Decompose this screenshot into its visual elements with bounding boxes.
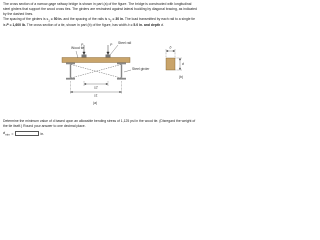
tie-leader: [76, 51, 78, 58]
girder-label: Steel girder: [132, 67, 150, 71]
load-label-right: P: [110, 43, 113, 47]
dimension-d-label: d: [182, 62, 184, 66]
rail-right: [106, 55, 111, 58]
part-a-label: (a): [93, 101, 98, 105]
problem-page: [0, 0, 200, 140]
answer-equals: =: [11, 131, 14, 136]
dimension-b: [166, 49, 175, 58]
dimension-s1-label: s1: [94, 93, 98, 98]
load-arrow-right: [107, 45, 109, 55]
rail-label: Steel rail: [118, 41, 132, 45]
diagonal-bracing: [71, 65, 121, 79]
problem-statement: The cross section of a narrow-gage railway bridge is shown in part (a) of the figure. The bridge is constructed with longitudinal steel girders that support the wood cross ties. The girders are restrained against lateral buckling by diagonal bracing, as indicated by the dashed lines. The spacing of the girders is $s_1 = 50$ in. and the spacing of the rails is $s_2 = 30$ in. The load transmitted by each rail to a single tie is P = 1,600 lb. The cross section of a tie, shown in part (b) of the figure, has width b = 5.0 in. and depth d.: [3, 2, 197, 28]
dimension-s2-label: s2: [94, 85, 98, 90]
answer-unit: in.: [40, 131, 45, 136]
load-label-left: P: [81, 43, 84, 47]
answer-input[interactable]: [15, 131, 39, 136]
rail-left: [82, 55, 87, 58]
answer-row: [3, 130, 44, 137]
wood-tie: [62, 58, 130, 63]
question-text: Determine the minimum value of d based upon an allowable bending stress of 1,125 psi in the wood tie. (Disregard the weight of the tie itself.) Round your answer to one decimal place.: [3, 119, 196, 128]
figure-part-a: [62, 41, 150, 105]
answer-label: $d_{min}$: [3, 130, 10, 137]
tie-label: Wood tie: [71, 46, 85, 50]
girder-leader: [124, 70, 131, 72]
dimension-b-label: b: [169, 45, 172, 50]
problem-paragraph-1: The cross section of a narrow-gage railway bridge is shown in part (a) of the figure. The bridge is constructed with longitudinal steel girders that support the wood cross ties. The girders are restrained against lateral buckling by diagonal bracing, as indicated by the dashed lines.: [3, 2, 197, 16]
tie-cross-section: [166, 58, 175, 70]
part-b-label: (b): [179, 75, 184, 79]
figure-part-b: [166, 46, 184, 80]
